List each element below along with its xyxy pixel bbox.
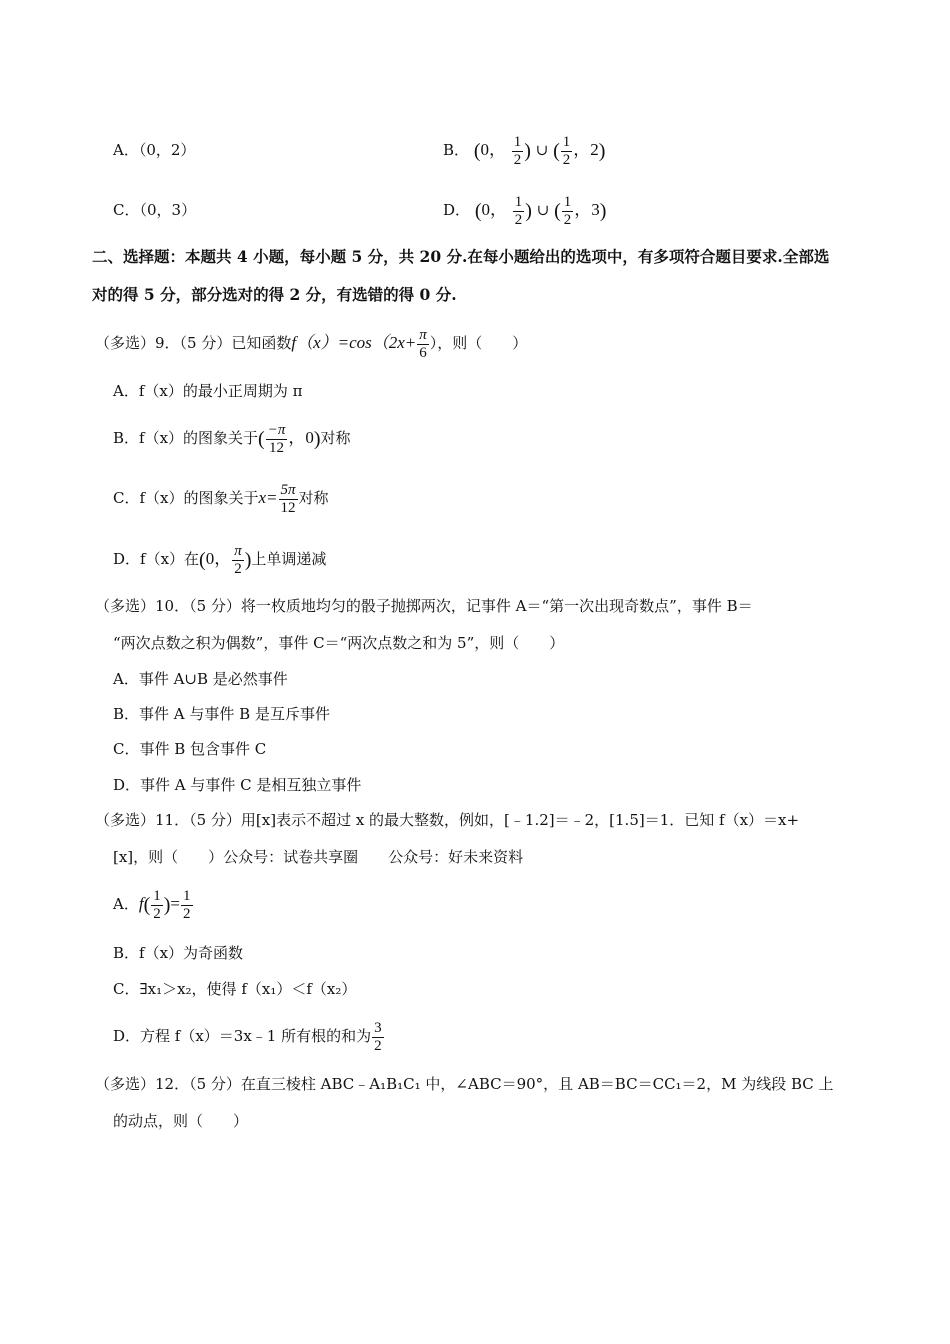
math-text: ，3 [574, 200, 600, 219]
q11-option-c: C．∃x₁＞x₂，使得 f（x₁）＜f（x₂） [113, 980, 357, 998]
denominator: 2 [374, 1037, 382, 1054]
q9-option-a: A．f（x）的最小正周期为 π [113, 382, 303, 400]
q10-option-b: B．事件 A 与事件 B 是互斥事件 [113, 705, 330, 723]
math-text: 0， [481, 200, 507, 219]
q11-option-a [113, 882, 194, 927]
option-label: C． [113, 201, 140, 219]
math-text: x= [258, 488, 278, 507]
numerator: π [234, 542, 242, 559]
q8-option-b [443, 128, 605, 173]
q12-stem-line1: （多选）12．（5 分）在直三棱柱 ABC﹣A₁B₁C₁ 中，∠ABC＝90°，且 AB＝BC＝CC₁＝2，M 为线段 BC 上 [95, 1075, 834, 1093]
option-text: D．方程 f（x）＝3x﹣1 所有根的和为 [113, 1027, 372, 1045]
denominator: 12 [269, 439, 285, 456]
option-label: B． [443, 141, 470, 159]
fraction [372, 1020, 384, 1055]
math-text: ，0 [288, 428, 314, 447]
denominator: 2 [513, 151, 522, 168]
fraction [181, 888, 193, 923]
numerator: π [419, 326, 427, 343]
paren: ) [313, 428, 321, 450]
stem-text: ），则（ ） [429, 334, 528, 352]
paren: ( [143, 894, 151, 916]
option-text: 对称 [298, 489, 329, 507]
numerator: 1 [562, 133, 571, 150]
union-symbol: ∪ [535, 141, 549, 159]
numerator: 1 [514, 193, 523, 210]
denominator: 2 [563, 211, 572, 228]
option-text: 上单调递减 [251, 550, 327, 568]
fraction [151, 888, 163, 923]
numerator: 1 [153, 887, 161, 904]
q9-option-c [113, 476, 329, 520]
q9-option-b [113, 416, 351, 461]
math-text: = [170, 894, 181, 913]
paren: ) [244, 549, 252, 571]
paren: ) [163, 894, 171, 916]
q9-option-d [113, 537, 326, 582]
q8-option-a [113, 139, 195, 161]
q10-stem-line2: “两次点数之积为偶数”，事件 C＝“两次点数之和为 5”，则（ ） [113, 634, 565, 652]
option-label: D． [443, 201, 471, 219]
fraction [561, 134, 573, 169]
q10-option-a: A．事件 A∪B 是必然事件 [113, 670, 288, 688]
paren: ) [525, 200, 532, 222]
option-text: C．f（x）的图象关于 [113, 489, 259, 507]
fraction [417, 327, 429, 362]
numerator: 1 [563, 193, 572, 210]
union-symbol: ∪ [536, 201, 550, 219]
fraction [279, 482, 298, 517]
q11-option-b: B．f（x）为奇函数 [113, 944, 244, 962]
q8-option-c [113, 199, 196, 221]
function-expression: f（x）=cos（2x+ [291, 333, 417, 352]
paren: ( [473, 140, 481, 162]
numerator: 1 [183, 887, 191, 904]
denominator: 2 [514, 211, 523, 228]
option-label: A． [113, 895, 139, 913]
denominator: 6 [419, 344, 427, 361]
q10-option-d: D．事件 A 与事件 C 是相互独立事件 [113, 776, 362, 794]
option-text: （0，3） [139, 201, 197, 219]
numerator: 1 [513, 133, 522, 150]
denominator: 2 [183, 905, 191, 922]
q11-stem-line2: [x]，则（ ）公众号：试卷共享圈 公众号：好未来资料 [113, 848, 524, 866]
stem-text: （多选）9．（5 分）已知函数 [95, 334, 292, 352]
fraction [512, 134, 524, 169]
section2-heading-line1: 二、选择题：本题共 4 小题，每小题 5 分，共 20 分.在每小题给出的选项中，有多项符合题目要求.全部选 [92, 247, 830, 266]
fraction [266, 422, 288, 457]
fraction [562, 194, 574, 229]
q8-option-d [443, 188, 606, 233]
numerator: 3 [374, 1019, 382, 1036]
denominator: 12 [280, 499, 296, 516]
denominator: 2 [234, 560, 242, 577]
paren: ) [599, 200, 607, 222]
option-text: B．f（x）的图象关于 [113, 429, 259, 447]
denominator: 2 [153, 905, 161, 922]
option-text: （0，2） [138, 141, 196, 159]
q12-stem-line2: 的动点，则（ ） [113, 1112, 249, 1130]
fraction [513, 194, 525, 229]
fraction [232, 543, 244, 578]
paren: ( [199, 549, 206, 571]
option-label: A． [113, 141, 139, 159]
q9-stem [95, 322, 527, 364]
paren: ) [598, 140, 606, 162]
q10-option-c: C．事件 B 包含事件 C [113, 740, 267, 758]
paren: ( [258, 428, 265, 450]
option-text: D．f（x）在 [113, 550, 200, 568]
numerator: −π [267, 421, 286, 438]
section2-heading-line2: 对的得 5 分，部分选对的得 2 分，有选错的得 0 分. [92, 285, 457, 304]
paren: ( [474, 200, 482, 222]
math-text: 0， [205, 549, 232, 568]
math-text: 0， [480, 140, 506, 159]
paren: ( [553, 140, 560, 162]
q10-stem-line1: （多选）10．（5 分）将一枚质地均匀的骰子抛掷两次，记事件 A＝“第一次出现奇数点”，事件 B＝ [95, 597, 753, 615]
paren: ) [524, 140, 531, 162]
option-text: 对称 [320, 429, 351, 447]
numerator: 5π [280, 481, 296, 498]
math-text: ，2 [573, 140, 599, 159]
denominator: 2 [562, 151, 571, 168]
math-text: f [138, 894, 144, 913]
q11-option-d [113, 1014, 385, 1058]
q11-stem-line1: （多选）11．（5 分）用[x]表示不超过 x 的最大整数，例如，[﹣1.2]＝﹣2，[1.5]＝1．已知 f（x）＝x+ [95, 811, 800, 829]
paren: ( [554, 200, 561, 222]
